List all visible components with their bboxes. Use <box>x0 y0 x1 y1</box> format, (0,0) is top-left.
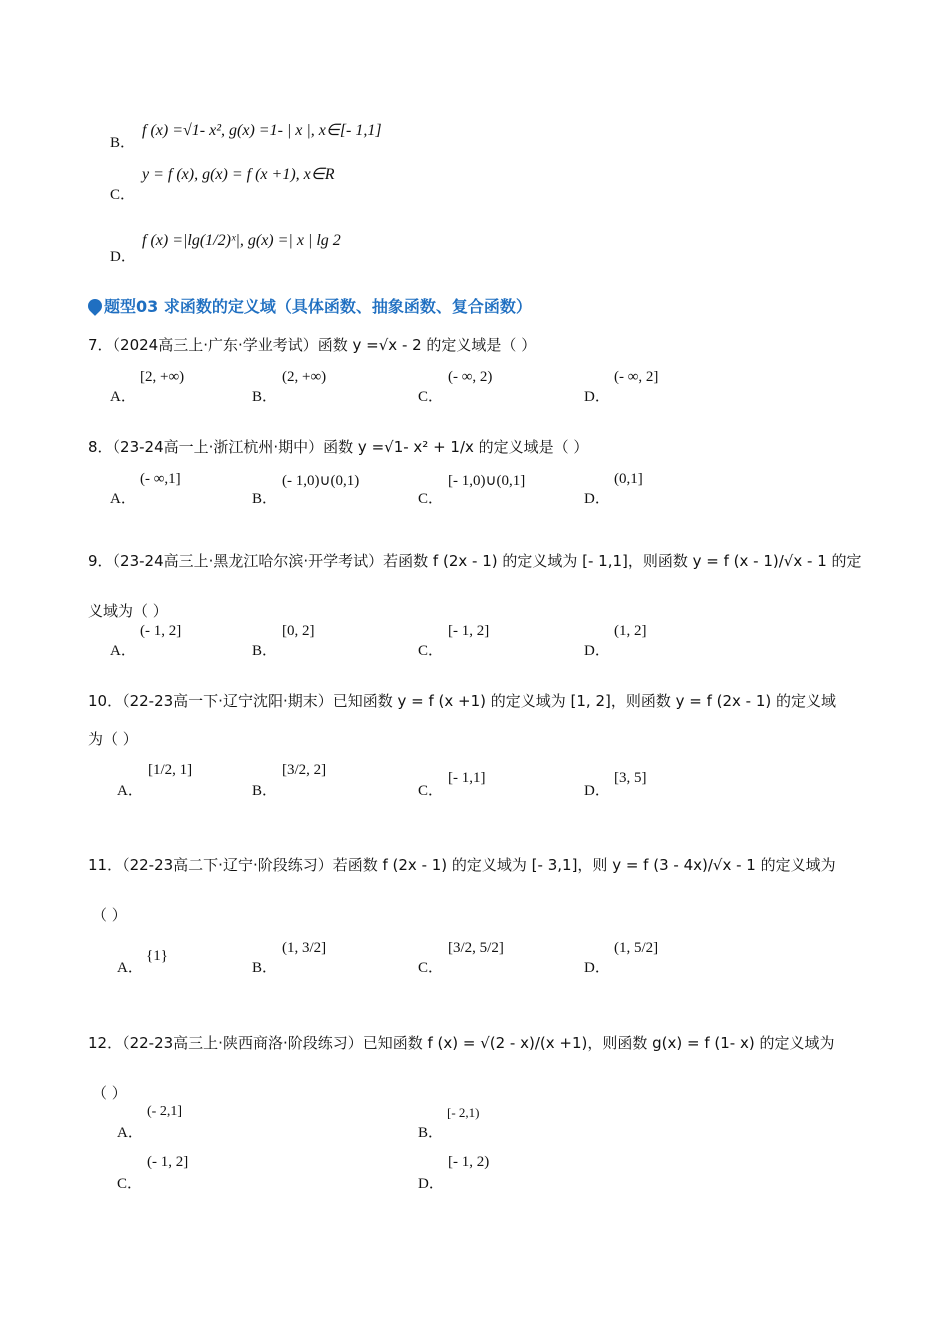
option-label: C． <box>418 783 444 799</box>
section-heading <box>88 294 532 317</box>
question-stem-continued: （ ） <box>92 1084 127 1102</box>
option-math: (0,1] <box>614 471 643 487</box>
option-math: [3/2, 5/2] <box>448 940 504 956</box>
question-stem: 10．（22-23高一下·辽宁沈阳·期末）已知函数 y = f (x +1) 的定义域为 [1, 2]，则函数 y = f (2x ‐ 1) 的定义域 <box>88 692 837 710</box>
option-label: B． <box>252 783 278 799</box>
option-label: B． <box>252 491 278 507</box>
option-math: (1, 5/2] <box>614 940 659 956</box>
option-label: A． <box>117 960 143 976</box>
option-label: D． <box>584 960 610 976</box>
option-math: [1/2, 1] <box>148 762 193 778</box>
option-label: B． <box>110 135 136 151</box>
option-label: D． <box>584 491 610 507</box>
map-pin-icon <box>85 296 105 316</box>
option-label: D． <box>110 249 136 265</box>
question-stem-continued: 义域为（ ） <box>88 602 168 620</box>
option-label: B． <box>252 643 278 659</box>
question-stem: 12．（22-23高三上·陕西商洛·阶段练习）已知函数 f (x) = √(2 ‐ x)/(x +1)，则函数 g(x) = f (1‐ x) 的定义域为 <box>88 1034 835 1052</box>
question-stem-continued: 为（ ） <box>88 730 138 748</box>
option-math: (‐ 2,1] <box>147 1104 182 1119</box>
option-math: [‐ 1, 2] <box>448 623 490 639</box>
option-math: (‐ ∞, 2] <box>614 369 659 385</box>
question-stem: 7．（2024高三上·广东·学业考试）函数 y =√x ‐ 2 的定义域是（ ） <box>88 336 537 354</box>
option-math: [‐ 1, 2) <box>448 1154 490 1170</box>
option-label: B． <box>252 389 278 405</box>
option-label: D． <box>418 1176 444 1192</box>
option-label: B． <box>252 960 278 976</box>
option-label: A． <box>110 389 136 405</box>
option-label: A． <box>117 783 143 799</box>
option-math: (‐ 1,0)∪(0,1) <box>282 473 360 489</box>
question-stem: 8．（23-24高一上·浙江杭州·期中）函数 y =√1‐ x² + 1/x 的定义域是（ ） <box>88 438 589 456</box>
option-math: (2, +∞) <box>282 369 327 385</box>
question-stem-continued: （ ） <box>92 906 127 924</box>
option-math: [‐ 1,1] <box>448 770 486 786</box>
section-title: 题型03 求函数的定义域（具体函数、抽象函数、复合函数） <box>104 297 532 316</box>
option-math: [3/2, 2] <box>282 762 327 778</box>
option-label: D． <box>584 389 610 405</box>
option-label: A． <box>110 491 136 507</box>
option-math: [‐ 1,0)∪(0,1] <box>448 473 526 489</box>
option-math: (‐ ∞, 2) <box>448 369 493 385</box>
option-label: C． <box>418 389 444 405</box>
option-label: C． <box>418 491 444 507</box>
option-math: (‐ 1, 2] <box>147 1154 189 1170</box>
option-label: A． <box>117 1125 143 1141</box>
option-math: f (x) =|lg(1/2)ˣ|, g(x) =| x | lg 2 <box>142 232 341 249</box>
option-math: (‐ 1, 2] <box>140 623 182 639</box>
option-math: [2, +∞) <box>140 369 185 385</box>
option-math: (‐ ∞,1] <box>140 471 181 487</box>
option-label: D． <box>584 643 610 659</box>
option-label: C． <box>117 1176 143 1192</box>
option-math: f (x) =√1‐ x², g(x) =1‐ | x |, x∈[‐ 1,1] <box>142 122 382 139</box>
option-label: C． <box>418 960 444 976</box>
option-math: [0, 2] <box>282 623 315 639</box>
option-math: [3, 5] <box>614 770 647 786</box>
option-math: (1, 2] <box>614 623 647 639</box>
option-math: [‐ 2,1) <box>447 1105 480 1120</box>
option-label: C． <box>418 643 444 659</box>
option-label: D． <box>584 783 610 799</box>
option-label: C． <box>110 187 136 203</box>
option-label: A． <box>110 643 136 659</box>
option-math: {1} <box>146 948 168 964</box>
question-stem: 9．（23-24高三上·黑龙江哈尔滨·开学考试）若函数 f (2x ‐ 1) 的定义域为 [‐ 1,1]，则函数 y = f (x ‐ 1)/√x ‐ 1 的定 <box>88 552 862 570</box>
question-stem: 11．（22-23高二下·辽宁·阶段练习）若函数 f (2x ‐ 1) 的定义域为 [‐ 3,1]，则 y = f (3 ‐ 4x)/√x ‐ 1 的定义域为 <box>88 856 836 874</box>
option-label: B． <box>418 1125 444 1141</box>
option-math: (1, 3/2] <box>282 940 327 956</box>
option-math: y = f (x), g(x) = f (x +1), x∈R <box>142 166 335 183</box>
